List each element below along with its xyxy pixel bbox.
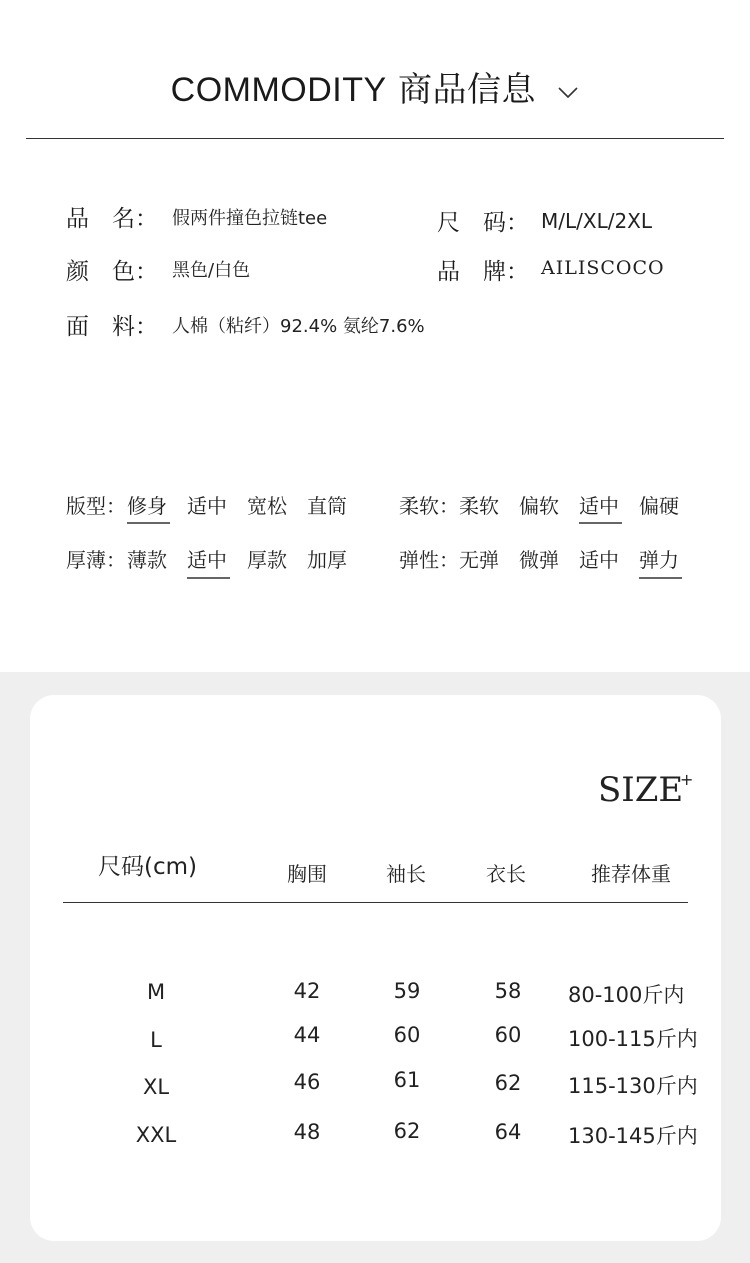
table-cell: 48: [293, 1120, 321, 1144]
header-chest: 胸围: [287, 862, 327, 886]
table-cell: 44: [293, 1023, 321, 1047]
table-cell: 59: [393, 979, 421, 1003]
size-table-divider: [63, 902, 688, 903]
color-label: 颜 色：: [66, 259, 158, 285]
chevron-down-icon[interactable]: [557, 69, 579, 109]
fabric-value: 人棉（粘纤）92.4% 氨纶7.6%: [172, 316, 425, 337]
table-cell: 64: [494, 1120, 522, 1144]
table-cell: 62: [393, 1119, 421, 1143]
fit-option: 修身: [127, 494, 167, 518]
thickness-option: 厚款: [247, 548, 287, 572]
table-cell: 100-115斤内: [568, 1027, 698, 1051]
header-weight: 推荐体重: [591, 862, 671, 886]
elasticity-option: 微弹: [519, 548, 559, 572]
table-cell: L: [150, 1028, 162, 1052]
fit-option: 宽松: [247, 494, 287, 518]
size-title: SIZE: [598, 770, 684, 810]
table-cell: 115-130斤内: [568, 1074, 698, 1098]
thickness-selected-underline: [187, 577, 230, 579]
table-cell: XL: [142, 1075, 170, 1099]
thickness-option: 加厚: [307, 548, 347, 572]
header-sleeve: 袖长: [386, 862, 426, 886]
fit-option: 适中: [187, 494, 227, 518]
table-cell: M: [146, 980, 166, 1004]
elasticity-option: 适中: [579, 548, 619, 572]
elasticity-label: 弹性：: [399, 548, 459, 572]
header-length: 衣长: [486, 862, 526, 886]
elasticity-option: 无弹: [459, 548, 499, 572]
thickness-option: 适中: [187, 548, 227, 572]
softness-option: 柔软: [459, 494, 499, 518]
thickness-label: 厚薄：: [66, 548, 126, 572]
table-cell: 60: [494, 1023, 522, 1047]
header-divider: [26, 138, 724, 139]
elasticity-selected-underline: [639, 577, 682, 579]
table-cell: 61: [393, 1068, 421, 1092]
softness-option: 适中: [579, 494, 619, 518]
name-label: 品 名：: [66, 206, 158, 232]
header-size: 尺码(cm): [98, 854, 197, 880]
thickness-option: 薄款: [127, 548, 167, 572]
elasticity-option: 弹力: [639, 548, 679, 572]
table-cell: 80-100斤内: [568, 983, 685, 1007]
softness-label: 柔软：: [399, 494, 459, 518]
size-title-mark: +: [680, 770, 694, 789]
softness-option: 偏软: [519, 494, 559, 518]
fit-label: 版型：: [66, 494, 126, 518]
softness-selected-underline: [579, 522, 622, 524]
table-cell: 62: [494, 1071, 522, 1095]
fit-selected-underline: [127, 522, 170, 524]
table-cell: 60: [393, 1023, 421, 1047]
name-value: 假两件撞色拉链tee: [172, 208, 328, 229]
table-cell: 130-145斤内: [568, 1124, 698, 1148]
softness-option: 偏硬: [639, 494, 679, 518]
title-zh: 商品信息: [398, 70, 537, 110]
table-cell: 58: [494, 979, 522, 1003]
table-cell: XXL: [135, 1123, 177, 1147]
color-value: 黑色/白色: [172, 260, 251, 281]
table-cell: 42: [293, 979, 321, 1003]
table-cell: 46: [293, 1070, 321, 1094]
fit-option: 直筒: [307, 494, 347, 518]
size-label: 尺 码：: [437, 210, 529, 236]
fabric-label: 面 料：: [66, 314, 158, 340]
brand-label: 品 牌：: [437, 259, 529, 285]
brand-value: AILISCOCO: [541, 257, 665, 279]
size-value: M/L/XL/2XL: [541, 209, 653, 233]
page-title: [0, 62, 750, 111]
title-en: COMMODITY: [170, 71, 387, 109]
